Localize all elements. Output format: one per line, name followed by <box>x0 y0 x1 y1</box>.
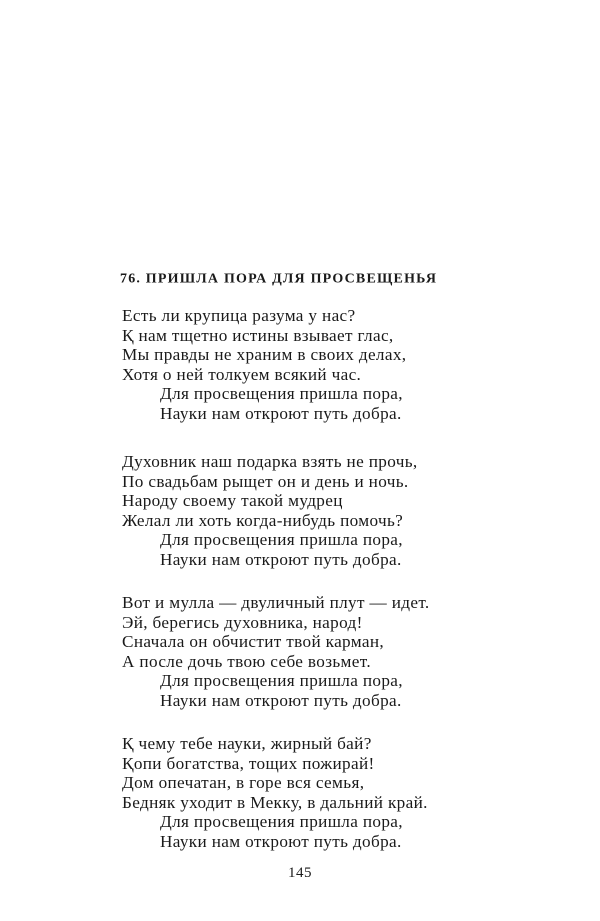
verse-line: Қ нам тщетно истины взывает глас, <box>122 325 394 345</box>
verse-line: Сначала он обчистит твой карман, <box>122 632 385 652</box>
verse-line: Эй, берегись духовника, народ! <box>122 612 363 632</box>
stanza-2 <box>122 452 522 570</box>
page-number: 145 <box>288 865 312 881</box>
stanza-3 <box>122 593 522 711</box>
refrain-line: Для просвещения пришла пора, <box>160 671 403 691</box>
verse-line: Народу своему такой мудрец <box>122 491 343 511</box>
verse-line: Қопи богатства, тощих пожирай! <box>122 753 375 773</box>
refrain-line: Науки нам откроют путь добра. <box>160 831 402 851</box>
refrain-line: Для просвещения пришла пора, <box>160 812 403 832</box>
verse-line: Вот и мулла — двуличный плут — идет. <box>122 593 430 612</box>
verse-line: Хотя о ней толкуем всякий час. <box>122 364 362 384</box>
verse-line: Бедняк уходит в Мекку, в дальний край. <box>122 792 428 812</box>
stanza-1 <box>122 306 522 424</box>
verse-line: Қ чему тебе науки, жирный бай? <box>122 734 372 753</box>
refrain-line: Науки нам откроют путь добра. <box>160 549 402 569</box>
verse-line: Духовник наш подарка взять не прочь, <box>122 452 418 471</box>
refrain-line: Для просвещения пришла пора, <box>160 530 403 550</box>
verse-line: Желал ли хоть когда-нибудь помочь? <box>122 510 404 530</box>
verse-line: Дом опечатан, в горе вся семья, <box>122 773 365 793</box>
poem-heading: 76. ПРИШЛА ПОРА ДЛЯ ПРОСВЕЩЕНЬЯ <box>120 272 438 287</box>
verse-line: А после дочь твою себе возьмет. <box>122 651 371 671</box>
stanza-4 <box>122 734 522 852</box>
refrain-line: Науки нам откроют путь добра. <box>160 403 402 423</box>
refrain-line: Науки нам откроют путь добра. <box>160 690 402 710</box>
verse-line: Есть ли крупица разума у нас? <box>122 306 356 325</box>
verse-line: По свадьбам рыщет он и день и ночь. <box>122 471 409 491</box>
verse-line: Мы правды не храним в своих делах, <box>122 345 407 365</box>
refrain-line: Для просвещения пришла пора, <box>160 384 403 404</box>
